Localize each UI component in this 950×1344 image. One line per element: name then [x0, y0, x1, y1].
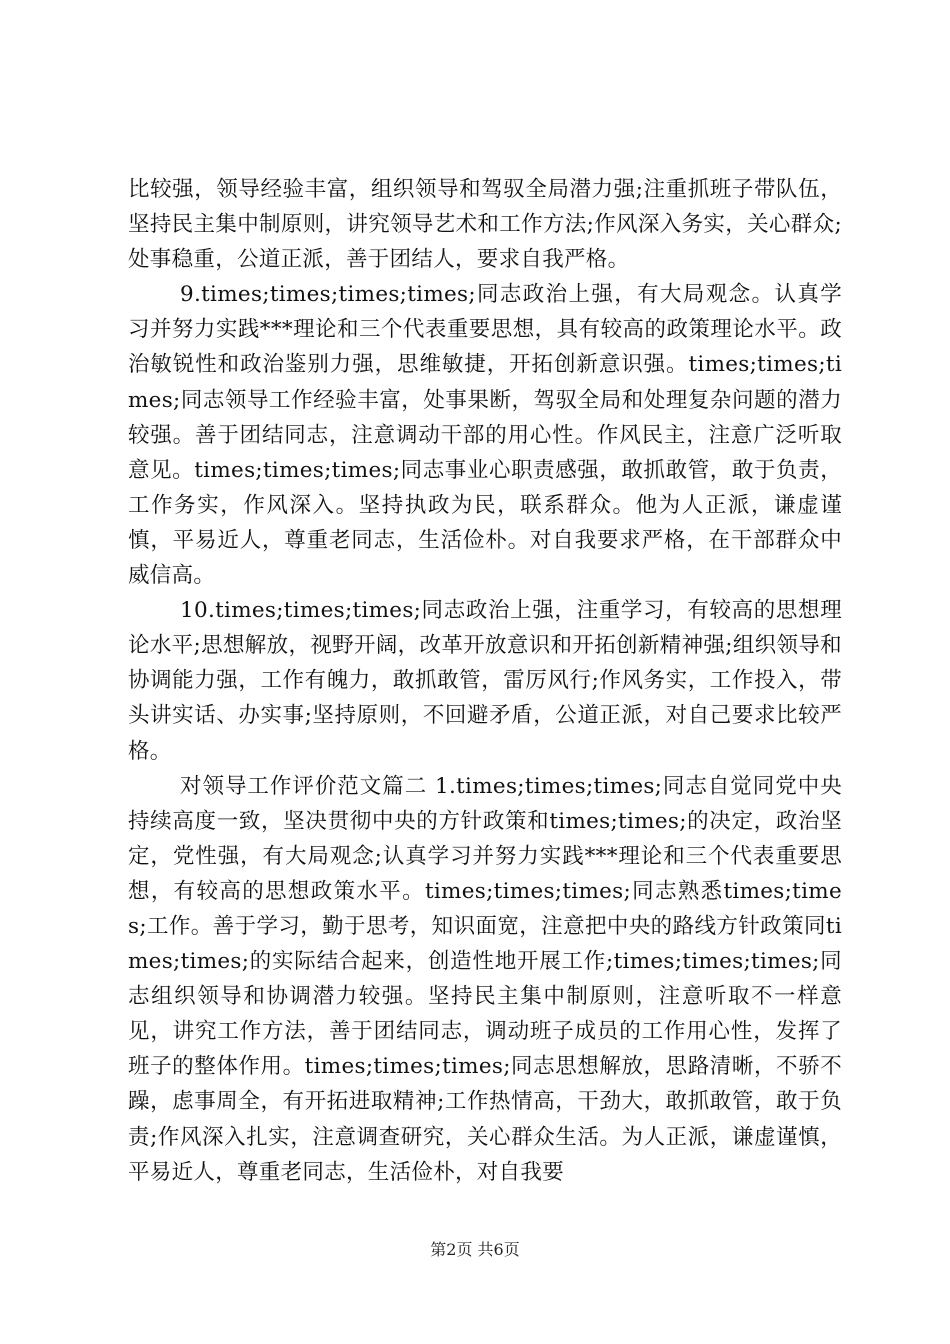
page-footer: 第2页 共6页	[430, 1240, 520, 1259]
document-body	[128, 172, 842, 1190]
paragraph-continuation: 比较强，领导经验丰富，组织领导和驾驭全局潜力强;注重抓班子带队伍，坚持民主集中制原则，讲究领导艺术和工作方法;作风深入务实，关心群众;处事稳重，公道正派，善于团结人，要求自我严格。	[128, 177, 842, 273]
paragraph-section-two: 对领导工作评价范文篇二 1.times;times;times;同志自觉同党中央持续高度一致，坚决贯彻中央的方针政策和times;times;的决定，政治坚定，党性强，有大局观念;认真学习并努力实践***理论和三个代表重要思想，有较高的思想政策水平。times;times;times;同志熟悉times;times;工作。善于学习，勤于思考，知识面宽，注意把中央的路线方针政策同times;times;的实际结合起来，创造性地开展工作;times;times;times;同志组织领导和协调潜力较强。坚持民主集中制原则，注意听取不一样意见，讲究工作方法，善于团结同志，调动班子成员的工作用心性，发挥了班子的整体作用。times;times;times;同志思想解放，思路清晰，不骄不躁，虑事周全，有开拓进取精神;工作热情高，干劲大，敢抓敢管，敢于负责;作风深入扎实，注意调查研究，关心群众生活。为人正派，谦虚谨慎，平易近人，尊重老同志，生活俭朴，对自我要	[128, 773, 842, 1185]
paragraph-item-9: 9.times;times;times;times;同志政治上强，有大局观念。认真学习并努力实践***理论和三个代表重要思想，具有较高的政策理论水平。政治敏锐性和政治鉴别力强，思维敏捷，开拓创新意识强。times;times;times;同志领导工作经验丰富，处事果断，驾驭全局和处理复杂问题的潜力较强。善于团结同志，注意调动干部的用心性。作风民主，注意广泛听取意见。times;times;times;同志事业心职责感强，敢抓敢管，敢于负责，工作务实，作风深入。坚持执政为民，联系群众。他为人正派，谦虚谨慎，平易近人，尊重老同志，生活俭朴。对自我要求严格，在干部群众中威信高。	[128, 282, 842, 589]
paragraph-item-10: 10.times;times;times;同志政治上强，注重学习，有较高的思想理论水平;思想解放，视野开阔，改革开放意识和开拓创新精神强;组织领导和协调能力强，工作有魄力，敢抓敢管，雷厉风行;作风务实，工作投入，带头讲实话、办实事;坚持原则，不回避矛盾，公道正派，对自己要求比较严格。	[128, 598, 842, 764]
